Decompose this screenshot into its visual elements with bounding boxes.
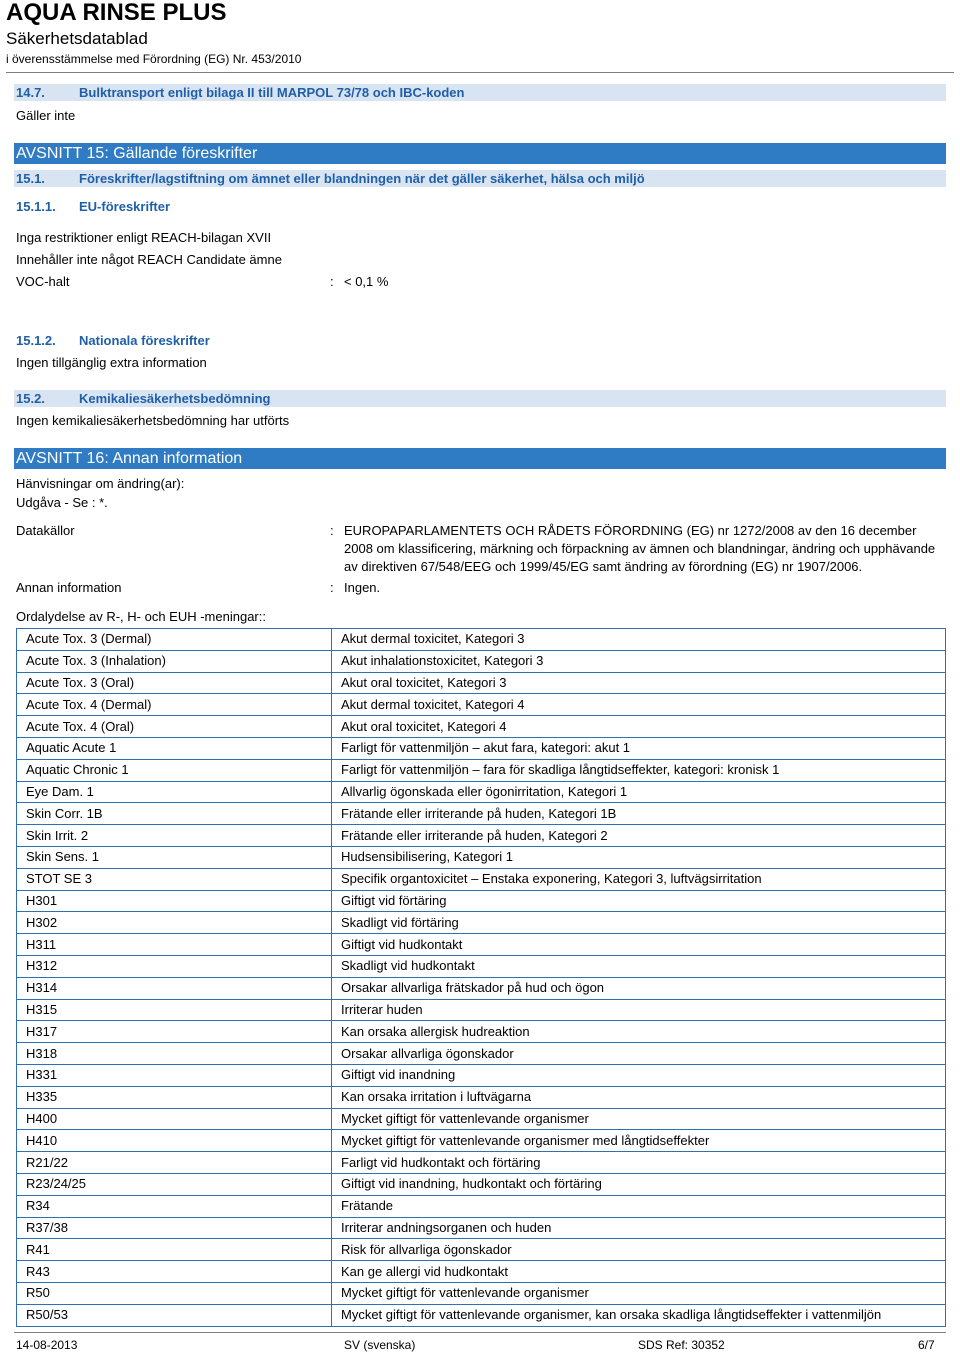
subsection-title: Kemikaliesäkerhetsbedömning: [79, 391, 271, 406]
phrase-code: H315: [17, 999, 332, 1021]
subsection-15-2-bar: [14, 390, 946, 407]
reach-restrictions-text: Inga restriktioner enligt REACH-bilagan XVII: [16, 230, 272, 245]
phrase-text: Kan ge allergi vid hudkontakt: [332, 1261, 946, 1283]
phrase-text: Akut oral toxicitet, Kategori 4: [332, 716, 946, 738]
phrase-code: Skin Corr. 1B: [17, 803, 332, 825]
table-row: [17, 803, 946, 825]
table-row: [17, 1195, 946, 1217]
subsection-title: Nationala föreskrifter: [79, 333, 210, 348]
phrase-code: H318: [17, 1043, 332, 1065]
phrase-code: Acute Tox. 3 (Dermal): [17, 629, 332, 651]
phrase-text: Orsakar allvarliga frätskador på hud och ögon: [332, 977, 946, 999]
phrase-code: R41: [17, 1239, 332, 1261]
phrase-code: R23/24/25: [17, 1173, 332, 1195]
table-row: [17, 825, 946, 847]
footer-date: 14-08-2013: [16, 1338, 78, 1352]
table-row: [17, 1043, 946, 1065]
sources-value: EUROPAPARLAMENTETS OCH RÅDETS FÖRORDNING (EG) nr 1272/2008 av den 16 december 2008 om klassificering, märkning och förpackning av ämnen och blandningar, ändring och upphävande av direktiven 67/548/EEG och 1999/45/EG samt ändring av förordning (EG) nr 1907/2006.: [344, 523, 936, 574]
other-info-value: Ingen.: [344, 580, 381, 595]
phrase-text: Kan orsaka allergisk hudreaktion: [332, 1021, 946, 1043]
table-row: [17, 1021, 946, 1043]
phrase-code: R21/22: [17, 1152, 332, 1174]
table-row: [17, 999, 946, 1021]
phrase-text: Farligt för vattenmiljön – akut fara, kategori: akut 1: [332, 737, 946, 759]
phrase-code: Eye Dam. 1: [17, 781, 332, 803]
table-row: [17, 890, 946, 912]
phrase-code: Aquatic Chronic 1: [17, 759, 332, 781]
subsection-15-1-bar: [14, 170, 946, 187]
phrase-text: Hudsensibilisering, Kategori 1: [332, 846, 946, 868]
phrase-code: H311: [17, 934, 332, 956]
table-row: [17, 1217, 946, 1239]
phrases-table: [16, 628, 946, 1327]
phrase-code: H312: [17, 955, 332, 977]
other-info-label: Annan information: [16, 580, 122, 595]
chemical-safety-text: Ingen kemikaliesäkerhetsbedömning har utförts: [16, 413, 290, 428]
phrase-code: R50: [17, 1282, 332, 1304]
table-row: [17, 1108, 946, 1130]
subsection-number: 15.1.2.: [16, 333, 56, 348]
table-row: [17, 759, 946, 781]
other-info-colon: :: [330, 580, 334, 595]
table-row: [17, 1261, 946, 1283]
footer-page: 6/7: [918, 1338, 935, 1352]
table-row: [17, 1064, 946, 1086]
phrase-code: H301: [17, 890, 332, 912]
subsection-title: EU-föreskrifter: [79, 199, 171, 214]
phrase-code: Skin Sens. 1: [17, 846, 332, 868]
phrase-text: Skadligt vid förtäring: [332, 912, 946, 934]
phrase-text: Frätande eller irriterande på huden, Kategori 1B: [332, 803, 946, 825]
phrase-text: Giftigt vid inandning, hudkontakt och förtäring: [332, 1173, 946, 1195]
table-row: [17, 650, 946, 672]
national-text: Ingen tillgänglig extra information: [16, 355, 207, 370]
table-row: [17, 1239, 946, 1261]
table-row: [17, 1173, 946, 1195]
subsection-number: 14.7.: [16, 85, 45, 100]
phrase-code: R34: [17, 1195, 332, 1217]
phrase-code: H400: [17, 1108, 332, 1130]
phrase-text: Mycket giftigt för vattenlevande organismer med långtidseffekter: [332, 1130, 946, 1152]
sources-colon: :: [330, 523, 334, 538]
subsection-15-1-1: [16, 198, 171, 215]
phrase-text: Akut dermal toxicitet, Kategori 4: [332, 694, 946, 716]
subsection-number: 15.1.: [16, 171, 45, 186]
phrase-text: Kan orsaka irritation i luftvägarna: [332, 1086, 946, 1108]
phrase-code: STOT SE 3: [17, 868, 332, 890]
phrase-text: Mycket giftigt för vattenlevande organismer: [332, 1282, 946, 1304]
subsection-15-1-2: [16, 332, 210, 349]
phrase-code: H331: [17, 1064, 332, 1086]
subsection-number: 15.2.: [16, 391, 45, 406]
subsection-number: 15.1.1.: [16, 199, 56, 214]
reach-candidate-text: Innehåller inte något REACH Candidate ämne: [16, 252, 282, 267]
phrase-text: Giftigt vid förtäring: [332, 890, 946, 912]
phrase-code: Acute Tox. 4 (Dermal): [17, 694, 332, 716]
phrase-code: R37/38: [17, 1217, 332, 1239]
table-row: [17, 912, 946, 934]
phrase-code: R43: [17, 1261, 332, 1283]
phrase-text: Farligt vid hudkontakt och förtäring: [332, 1152, 946, 1174]
phrase-text: Frätande eller irriterande på huden, Kategori 2: [332, 825, 946, 847]
phrase-text: Akut oral toxicitet, Kategori 3: [332, 672, 946, 694]
table-row: [17, 977, 946, 999]
section-15-heading: AVSNITT 15: Gällande föreskrifter: [14, 143, 946, 164]
phrase-code: H314: [17, 977, 332, 999]
phrase-text: Mycket giftigt för vattenlevande organismer: [332, 1108, 946, 1130]
subsection-title: Bulktransport enligt bilaga II till MARPOL 73/78 och IBC-koden: [79, 85, 465, 100]
phrase-text: Farligt för vattenmiljön – fara för skadliga långtidseffekter, kategori: kronisk 1: [332, 759, 946, 781]
table-row: [17, 716, 946, 738]
phrase-code: H335: [17, 1086, 332, 1108]
section-16-heading: AVSNITT 16: Annan information: [14, 448, 946, 469]
voc-colon: :: [330, 274, 334, 289]
table-row: [17, 846, 946, 868]
regulation-note: i överensstämmelse med Förordning (EG) Nr. 453/2010: [6, 52, 302, 66]
table-row: [17, 1304, 946, 1326]
phrase-text: Orsakar allvarliga ögonskador: [332, 1043, 946, 1065]
changes-label: Hänvisningar om ändring(ar):: [16, 476, 185, 491]
phrase-code: Skin Irrit. 2: [17, 825, 332, 847]
phrase-code: Acute Tox. 4 (Oral): [17, 716, 332, 738]
footer-language: SV (svenska): [344, 1338, 416, 1352]
phrase-code: R50/53: [17, 1304, 332, 1326]
subsection-14-7-bar: [14, 84, 946, 101]
phrase-code: H410: [17, 1130, 332, 1152]
phrase-text: Irriterar huden: [332, 999, 946, 1021]
subsection-title: Föreskrifter/lagstiftning om ämnet eller blandningen när det gäller säkerhet, hälsa och miljö: [79, 171, 645, 186]
phrase-code: H317: [17, 1021, 332, 1043]
phrase-text: Giftigt vid hudkontakt: [332, 934, 946, 956]
header-divider: [6, 72, 954, 73]
phrase-code: Aquatic Acute 1: [17, 737, 332, 759]
table-row: [17, 1152, 946, 1174]
phrase-code: H302: [17, 912, 332, 934]
phrase-text: Akut dermal toxicitet, Kategori 3: [332, 629, 946, 651]
phrase-text: Irriterar andningsorganen och huden: [332, 1217, 946, 1239]
voc-value: < 0,1 %: [344, 274, 389, 289]
phrase-text: Risk för allvarliga ögonskador: [332, 1239, 946, 1261]
table-row: [17, 955, 946, 977]
table-row: [17, 1086, 946, 1108]
phrase-code: Acute Tox. 3 (Oral): [17, 672, 332, 694]
edition-text: Udgåva - Se : *.: [16, 495, 108, 510]
phrase-text: Akut inhalationstoxicitet, Kategori 3: [332, 650, 946, 672]
voc-label: VOC-halt: [16, 274, 70, 289]
phrase-text: Frätande: [332, 1195, 946, 1217]
phrase-text: Skadligt vid hudkontakt: [332, 955, 946, 977]
phrases-label: Ordalydelse av R-, H- och EUH -meningar::: [16, 609, 266, 624]
table-row: [17, 737, 946, 759]
phrase-code: Acute Tox. 3 (Inhalation): [17, 650, 332, 672]
document-subtitle: Säkerhetsdatablad: [6, 29, 148, 48]
marpol-text: Gäller inte: [16, 108, 76, 123]
phrase-text: Allvarlig ögonskada eller ögonirritation, Kategori 1: [332, 781, 946, 803]
table-row: [17, 781, 946, 803]
phrase-text: Mycket giftigt för vattenlevande organismer, kan orsaka skadliga långtidseffekter i vattenmiljön: [332, 1304, 946, 1326]
table-row: [17, 934, 946, 956]
table-row: [17, 672, 946, 694]
table-row: [17, 629, 946, 651]
footer-sds-ref: SDS Ref: 30352: [638, 1338, 725, 1352]
table-row: [17, 1282, 946, 1304]
product-title: AQUA RINSE PLUS: [6, 0, 227, 26]
table-row: [17, 868, 946, 890]
table-row: [17, 1130, 946, 1152]
phrase-text: Giftigt vid inandning: [332, 1064, 946, 1086]
document-header: [6, 0, 301, 67]
sources-label: Datakällor: [16, 523, 75, 538]
footer-divider: [14, 1332, 946, 1333]
phrase-text: Specifik organtoxicitet – Enstaka exponering, Kategori 3, luftvägsirritation: [332, 868, 946, 890]
table-row: [17, 694, 946, 716]
